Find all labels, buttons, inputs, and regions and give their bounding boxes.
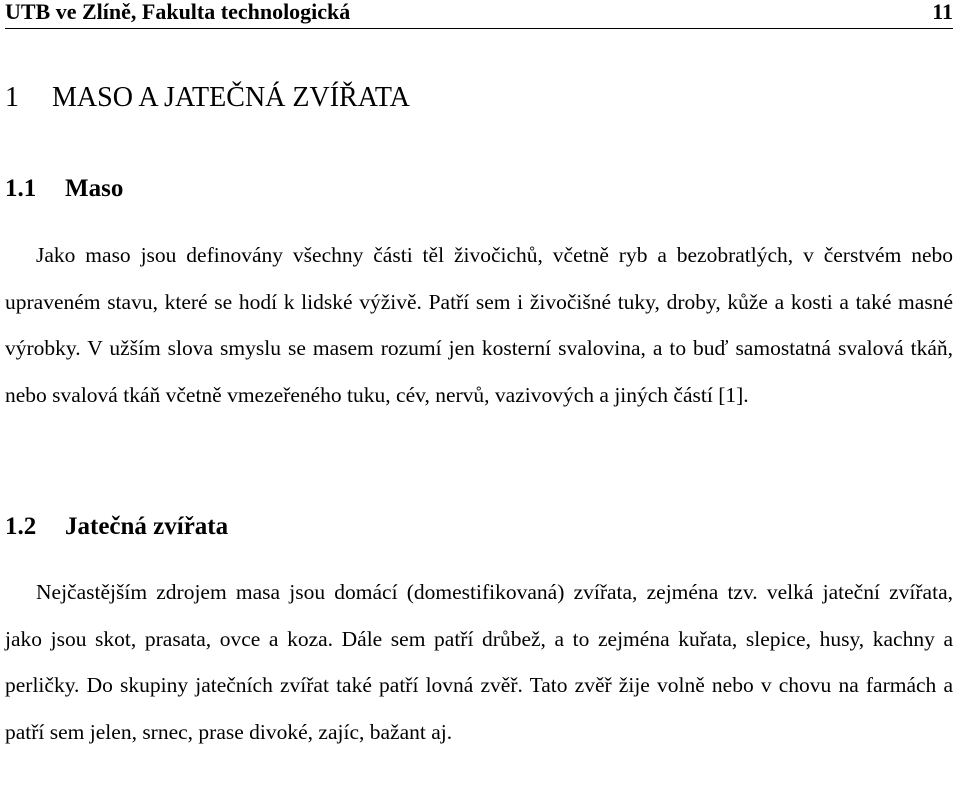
chapter-title: MASO A JATEČNÁ ZVÍŘATA xyxy=(52,82,410,113)
section-number: 1.1 xyxy=(5,175,37,202)
chapter-heading xyxy=(5,78,410,118)
section-number: 1.2 xyxy=(5,513,37,540)
header-title: UTB ve Zlíně, Fakulta technologická xyxy=(5,0,351,24)
section-heading xyxy=(5,509,228,545)
body-paragraph: Nejčastějším zdrojem masa jsou domácí (domestifikovaná) zvířata, zejména tzv. velká jateční zvířata, jako jsou skot, prasata, ovce a koza. Dále sem patří drůbež, a to zejména kuřata, slepice, husy, kachny a perličky. Do skupiny jatečních zvířat také patří lovná zvěř. Tato zvěř žije volně nebo v chovu na farmách a patří sem jelen, srnec, prase divoké, zajíc, bažant aj. xyxy=(5,580,953,745)
section-title: Jatečná zvířata xyxy=(65,513,229,540)
section-title: Maso xyxy=(65,175,124,202)
body-paragraph: Jako maso jsou definovány všechny části těl živočichů, včetně ryb a bezobratlých, v čerstvém nebo upraveném stavu, které se hodí k lidské výživě. Patří sem i živočišné tuky, droby, kůže a kosti a také masné výrobky. V užším slova smyslu se masem rozumí jen kosterní svalovina, a to buď samostatná svalová tkáň, nebo svalová tkáň včetně vmezeřeného tuku, cév, nervů, vazivových a jiných částí [1]. xyxy=(5,243,953,408)
section-heading xyxy=(5,171,123,207)
chapter-number: 1 xyxy=(5,82,19,113)
page-number: 11 xyxy=(932,0,953,24)
running-header xyxy=(5,0,953,29)
